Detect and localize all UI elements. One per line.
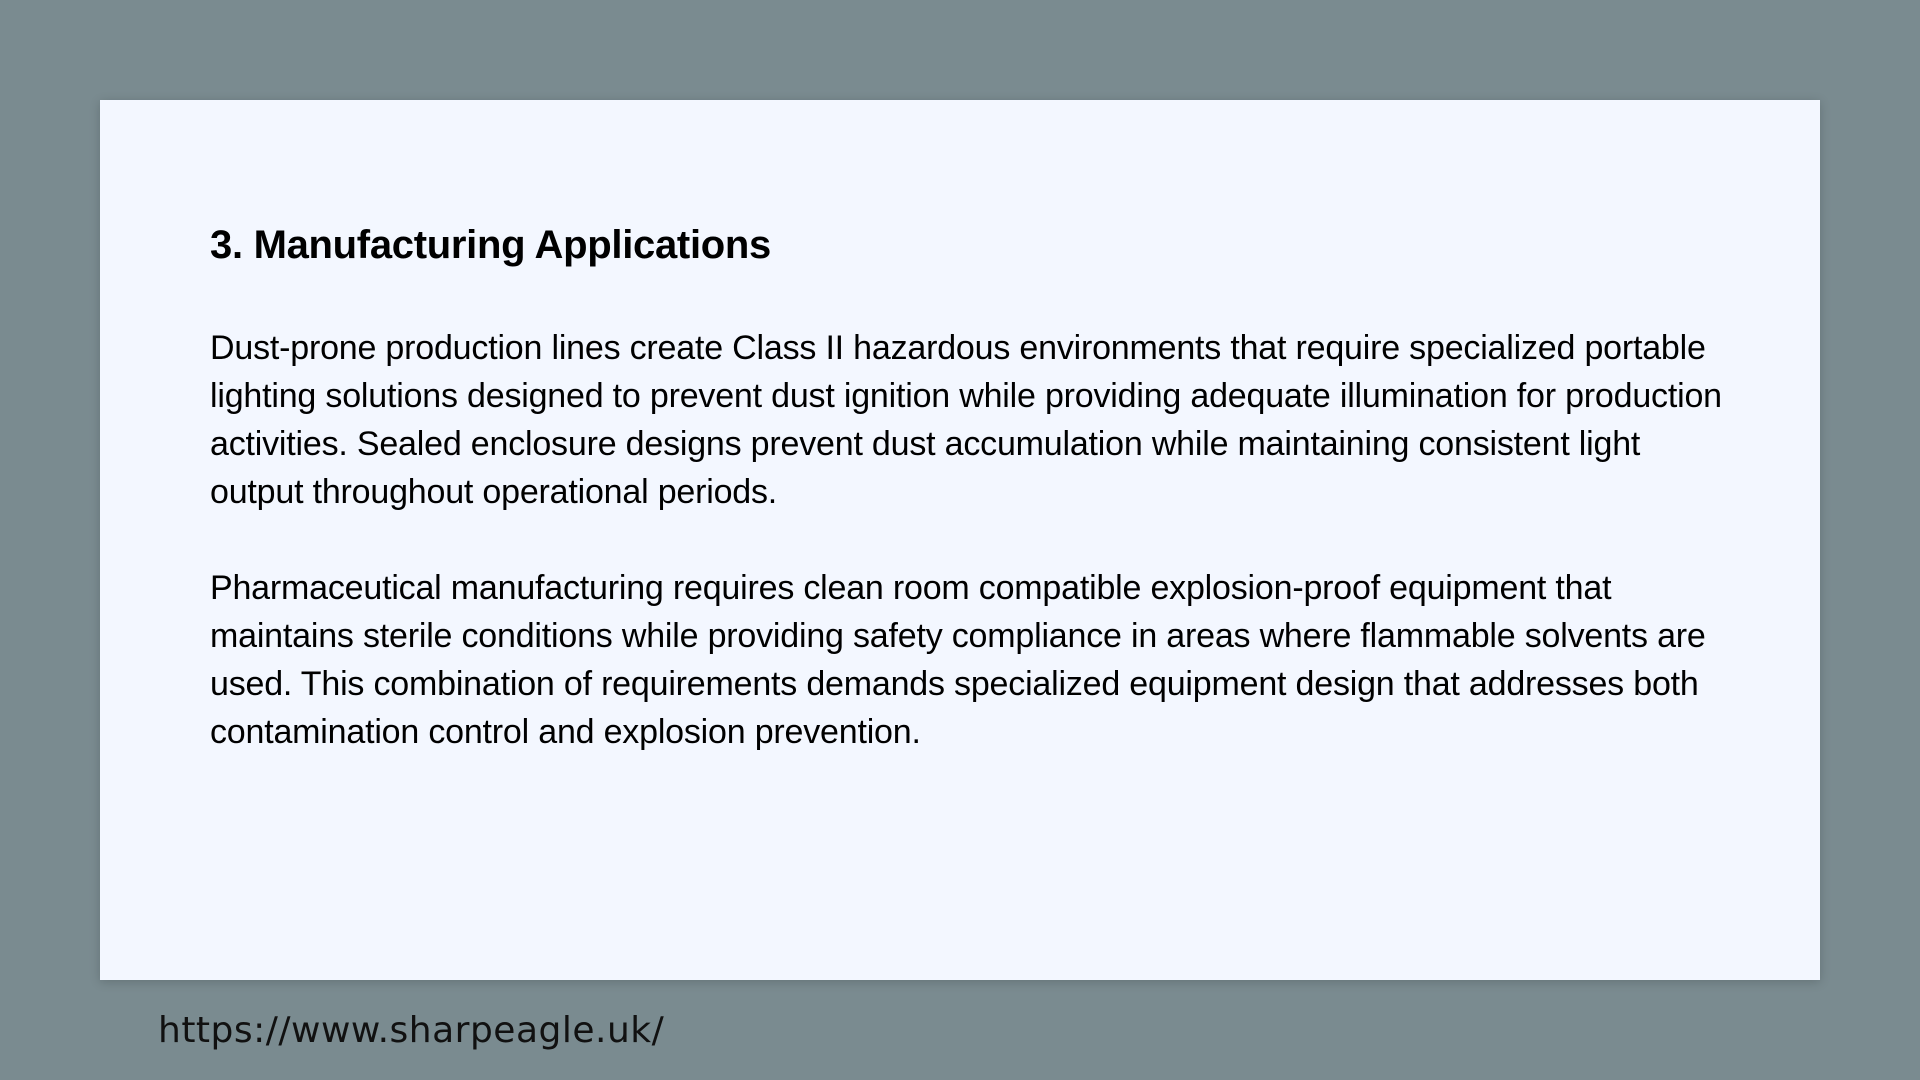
slide-title: 3. Manufacturing Applications: [210, 223, 771, 267]
footer-url-link[interactable]: https://www.sharpeagle.uk/: [158, 1010, 665, 1051]
paragraph-pharmaceutical: Pharmaceutical manufacturing requires clean room compatible explosion-proof equipment that maintains sterile conditions while providing safety compliance in areas where flammable solvents are used. This combination of requirements demands specialized equipment design that addresses both contamination control and explosion prevention.: [210, 569, 1706, 751]
slide-content: [210, 220, 1730, 804]
slide-card: [100, 100, 1820, 980]
paragraph-dust-prone: Dust-prone production lines create Class II hazardous environments that require specialized portable lighting solutions designed to prevent dust ignition while providing adequate illumination for production activities. Sealed enclosure designs prevent dust accumulation while maintaining consistent light output throughout operational periods.: [210, 329, 1722, 511]
